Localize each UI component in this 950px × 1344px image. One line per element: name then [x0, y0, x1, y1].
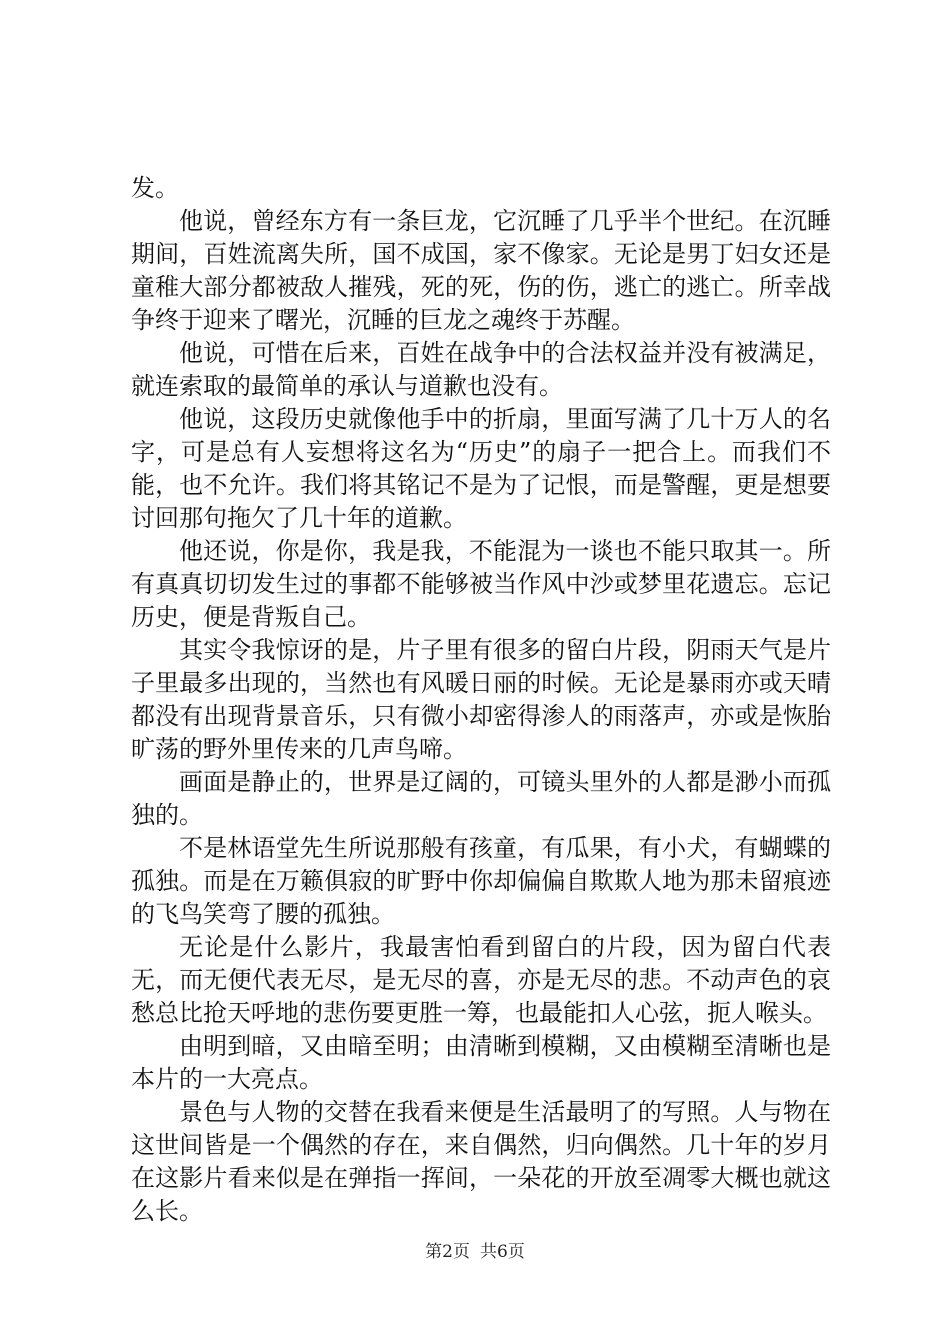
paragraph-6: 其实令我惊讶的是，片子里有很多的留白片段，阴雨天气是片子里最多出现的，当然也有风暖日丽的时候。无论是暴雨亦或天晴都没有出现背景音乐，只有微小却密得渗人的雨落声，亦或是恢胎旷荡的野外里传来的几声鸟啼。: [131, 636, 831, 763]
paragraph-11: 景色与人物的交替在我看来便是生活最明了的写照。人与物在这世间皆是一个偶然的存在，来自偶然，归向偶然。几十年的岁月在这影片看来似是在弹指一挥间，一朵花的开放至凋零大概也就这么长。: [131, 1098, 831, 1225]
page-total: 共6页: [480, 1242, 525, 1262]
paragraph-8: 不是林语堂先生所说那般有孩童，有瓜果，有小犬，有蝴蝶的孤独。而是在万籁俱寂的旷野中你却偏偏自欺欺人地为那未留痕迹的飞鸟笑弯了腰的孤独。: [131, 834, 831, 928]
paragraph-1: 发。: [131, 174, 179, 202]
paragraph-7: 画面是静止的，世界是辽阔的，可镜头里外的人都是渺小而孤独的。: [131, 768, 831, 829]
page-number: 第2页: [425, 1242, 470, 1262]
paragraph-5: 他还说，你是你，我是我，不能混为一谈也不能只取其一。所有真真切切发生过的事都不能够被当作风中沙或梦里花遗忘。忘记历史，便是背叛自己。: [131, 537, 831, 631]
body-text: [131, 172, 831, 1228]
paragraph-4: 他说，这段历史就像他手中的折扇，里面写满了几十万人的名字，可是总有人妄想将这名为“历史”的扇子一把合上。而我们不能，也不允许。我们将其铭记不是为了记恨，而是警醒，更是想要讨回那句拖欠了几十年的道歉。: [131, 405, 831, 532]
paragraph-10: 由明到暗，又由暗至明；由清晰到模糊，又由模糊至清晰也是本片的一大亮点。: [131, 1032, 831, 1093]
page-footer: [0, 1241, 950, 1263]
paragraph-3: 他说，可惜在后来，百姓在战争中的合法权益并没有被满足，就连索取的最简单的承认与道歉也没有。: [131, 339, 831, 400]
paragraph-2: 他说，曾经东方有一条巨龙，它沉睡了几乎半个世纪。在沉睡期间，百姓流离失所，国不成国，家不像家。无论是男丁妇女还是童稚大部分都被敌人摧残，死的死，伤的伤，逃亡的逃亡。所幸战争终于迎来了曙光，沉睡的巨龙之魂终于苏醒。: [131, 207, 831, 334]
paragraph-9: 无论是什么影片，我最害怕看到留白的片段，因为留白代表无，而无便代表无尽，是无尽的喜，亦是无尽的悲。不动声色的哀愁总比抢天呼地的悲伤要更胜一筹，也最能扣人心弦，扼人喉头。: [131, 933, 831, 1027]
